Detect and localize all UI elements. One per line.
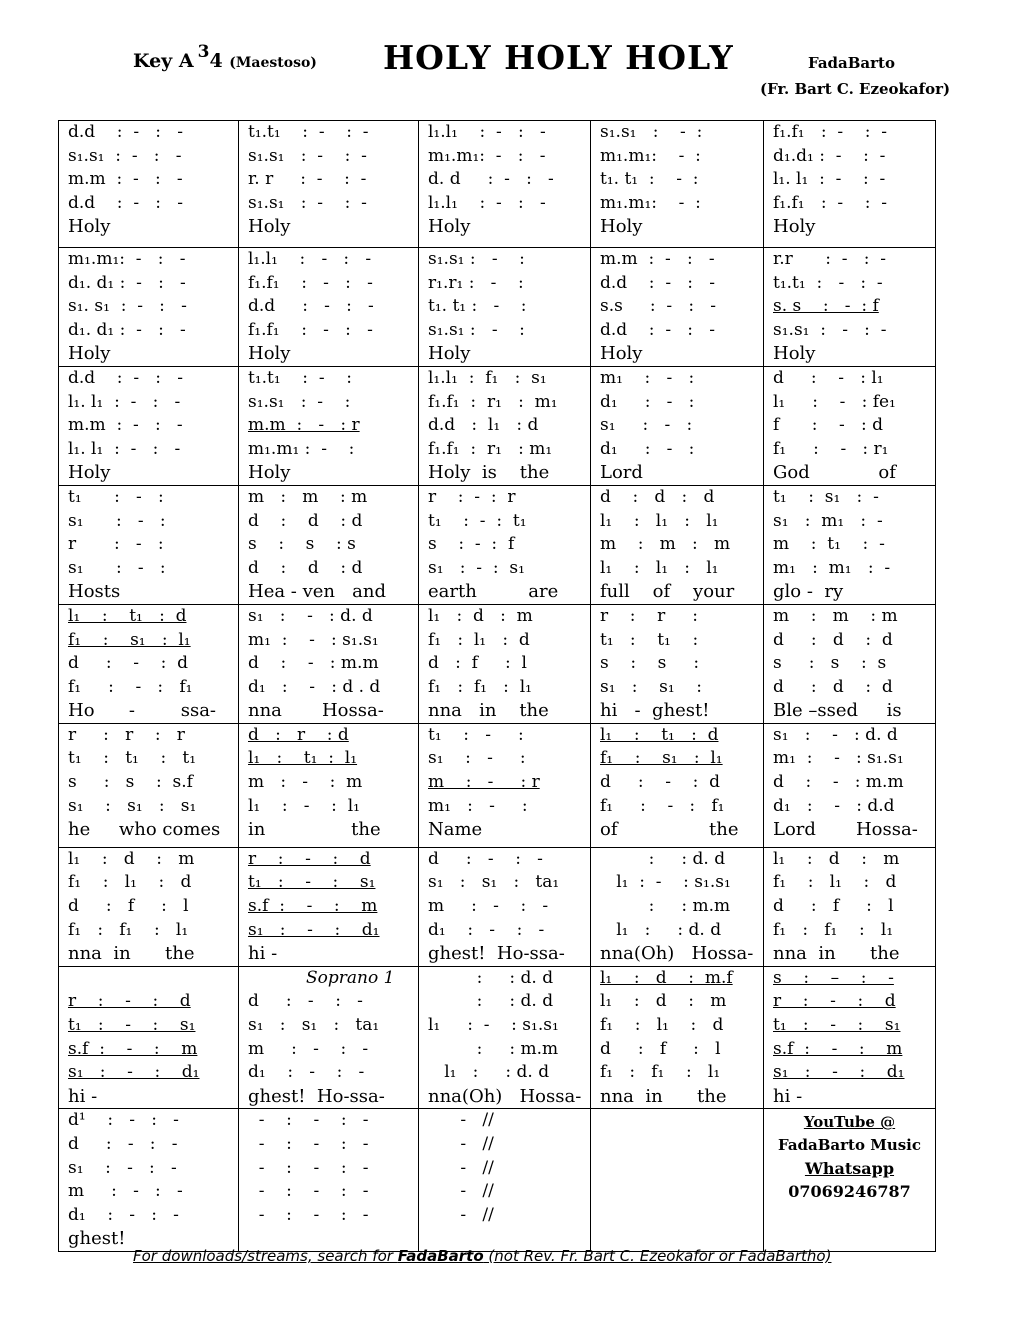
lyric-text: Holy [68,343,111,365]
measure-cell [419,847,591,966]
measure-cell [591,847,764,966]
solfa-line: r₁.r₁ : - : [428,272,524,293]
solfa-line: s₁ : s₁ : ta₁ [248,1015,380,1036]
solfa-line: f₁ : - : f₁ [600,795,725,816]
solfa-line: r : r : r [68,724,185,745]
solfa-line: d : d : d [248,557,363,578]
whatsapp-label: Whatsapp [804,1159,895,1179]
solfa-line: - // [428,1110,494,1131]
solfa-line: s₁ : - : [68,510,166,531]
measure-cell [591,604,764,723]
measure-cell [591,366,764,485]
solfa-line: t₁. t₁ : - : [600,169,699,190]
solfa-line: f₁ : l₁ : d [68,872,192,893]
solfa-line: s. s : - : f [773,296,879,317]
solfa-line: d₁.d₁ : - : - [773,145,886,166]
solfa-line: r : - : [68,534,164,555]
solfa-line: m : m : m [600,534,731,555]
measure-cell [764,1109,936,1252]
measure-cell [591,723,764,847]
solfa-line: s : – : - [773,967,894,988]
solfa-line: s.f : - : m [773,1038,903,1059]
lyric-text: nna in the [773,943,900,965]
solfa-line: d¹ : - : - [68,1110,179,1131]
solfa-line: r : - : r [428,486,516,507]
lyric-text: nna in the [68,943,195,965]
lyric-text: Lord Hossa- [773,819,918,841]
solfa-line: f₁ : f₁ : l₁ [773,919,894,940]
score-row [59,604,936,723]
solfa-line: f₁.f₁ : r₁ : m₁ [428,391,558,412]
voice-label: Soprano 1 [306,967,395,988]
solfa-line: f : - : d [773,415,884,436]
solfa-line: - : - : - [248,1204,369,1225]
solfa-line: d. d : - : - [428,169,554,190]
solfa-line: m₁ : - : s₁.s₁ [248,629,379,650]
measure-cell [239,366,419,485]
solfa-line: l₁ : : d. d [600,919,722,940]
lyric-text: Name [428,819,483,841]
solfa-line: f₁.f₁ : r₁ : m₁ [428,438,553,459]
lyric-text: nna in the [600,1085,727,1107]
solfa-line: d.d : - : - [600,319,715,340]
composer-name: FadaBarto [808,54,895,72]
solfa-line: l₁ : t₁ : d [68,605,187,626]
score-row [59,248,936,367]
measure-cell [764,121,936,248]
solfa-line: m : - : - [68,1181,183,1202]
measure-cell [419,723,591,847]
solfa-line: s₁ : - : d₁ [68,1062,200,1083]
solfa-line: r.r : - : - [773,249,886,269]
solfa-line: m₁.m₁: - : - [68,249,186,269]
solfa-line: d₁ : - : d.d [773,795,895,816]
measure-cell [764,723,936,847]
solfa-line: d : - : - [248,991,363,1012]
lyric-text: he who comes [68,819,221,841]
score-row [59,1109,936,1252]
lyric-text: full of your [600,581,735,603]
measure-cell [419,485,591,604]
solfa-line: l₁.l₁ : - : - [428,122,546,142]
solfa-line: s₁ : - : d. d [248,605,373,626]
solfa-line: d : f : l [773,896,894,917]
measure-cell [591,966,764,1109]
score-row [59,723,936,847]
solfa-line: s₁ : - : [600,415,693,436]
solfa-line: f₁ : s₁ : l₁ [68,629,191,650]
solfa-line: m₁ : - : [600,367,695,388]
solfa-line: d₁ : - : [600,391,695,412]
lyric-text: Holy [600,216,643,238]
solfa-line: s₁.s₁ : - : [600,122,703,142]
measure-cell [59,966,239,1109]
lyric-text: Ho - ssa- [68,700,217,722]
lyric-text: hi - [773,1085,803,1107]
solfa-line: : : d. d [428,991,554,1012]
solfa-line: d : - : d [68,653,189,674]
solfa-line: m₁.m₁: - : [600,145,701,166]
solfa-line: d.d : - : - [68,367,183,388]
solfa-line: m₁.m₁: - : - [428,145,546,166]
measure-cell [239,485,419,604]
solfa-line: m : m : m [248,486,368,507]
solfa-line: s₁ : s₁ : ta₁ [428,872,560,893]
lyric-text: nna(Oh) Hossa- [428,1085,582,1107]
solfa-line: m.m : - : r [248,415,360,436]
solfa-line: - // [428,1134,494,1154]
lyric-text: hi - [248,943,278,965]
solfa-line: d₁ : - : - [68,1204,179,1225]
lyric-text: Holy [428,216,471,238]
measure-cell [239,723,419,847]
solfa-line: r : - : d [68,991,191,1012]
solfa-line: m₁.m₁: - : [600,192,701,213]
lyric-text: of the [600,819,739,841]
solfa-line: d : f : l [600,1038,721,1059]
solfa-line: - // [428,1204,494,1225]
solfa-line: l₁.l₁ : - : - [428,192,546,213]
measure-cell [419,121,591,248]
lyric-text: Holy is the [428,462,550,484]
solfa-line: t₁. t₁ : - : [428,296,527,317]
measure-cell [59,604,239,723]
lyric-text: in the [248,819,381,841]
solfa-line: : : m.m [428,1038,559,1059]
solfa-line: d₁ : - : d . d [248,676,381,697]
lyric-text: ghest! Ho-ssa- [428,943,565,965]
solfa-line: l₁ : t₁ : d [600,724,719,745]
measure-cell [419,366,591,485]
solfa-line: m : - : - [248,1038,369,1059]
solfa-line: l₁ : - : fe₁ [773,391,896,412]
measure-cell [59,248,239,367]
measure-cell [764,604,936,723]
solfa-line: s₁.s₁ : - : - [773,319,887,340]
measure-cell [239,248,419,367]
solfa-line: t₁ : s₁ : - [773,486,879,507]
time-signature-top: 3 [197,42,210,62]
measure-cell [764,847,936,966]
solfa-line: d : d : d [773,629,893,650]
solfa-line: s₁.s₁ : - : [428,249,525,269]
solfa-line: s.f : - : m [248,896,378,917]
solfa-line: s₁ : - : d. d [773,724,898,745]
solfa-line: l₁ : d : m [600,991,727,1012]
solfa-line: m : t₁ : - [773,534,885,555]
solfa-line: m : m : m [773,605,898,626]
solfa-line: d : - : m.m [248,653,379,674]
measure-cell [419,604,591,723]
solfa-line: d₁ : - : - [248,1062,365,1083]
solfa-line [68,967,238,991]
solfa-line: l₁ : l₁ : l₁ [600,557,719,578]
solfa-line: s₁ : - : d₁ [248,919,380,940]
lyric-text: Hea - ven and [248,581,387,603]
lyric-text: Holy [68,216,111,238]
measure-cell [239,121,419,248]
measure-cell [59,485,239,604]
solfa-line: r : - : d [248,848,371,869]
solfa-line: s₁ : s₁ : [600,676,702,697]
solfa-line: d : d : d [773,676,893,697]
solfa-line: m : - : r [428,772,540,793]
score-row [59,966,936,1109]
solfa-line: r. r : - : - [248,169,367,190]
contact-info [764,1109,935,1203]
composer-full-name: (Fr. Bart C. Ezeokafor) [760,80,951,98]
solfa-line: d : d : d [600,486,715,507]
measure-cell [591,248,764,367]
solfa-line: s : s : s [248,534,356,555]
solfa-line: f₁ : s₁ : l₁ [600,748,723,769]
lyric-text: Holy [773,343,816,365]
solfa-line: l₁. l₁ : - : - [68,391,181,412]
solfa-line: - : - : - [248,1157,369,1178]
solfa-line: l₁ : d : m [773,848,900,869]
measure-cell [591,121,764,248]
solfa-line: d : r : d [248,724,349,745]
lyric-text: Holy [248,343,291,365]
lyric-text: hi - ghest! [600,700,710,722]
solfa-line: l₁ : d : m [428,605,533,626]
solfa-line: s₁.s₁ : - : - [68,145,182,166]
solfa-line: s.f : - : m [68,1038,198,1059]
solfa-line: s₁ : - : s₁ [428,557,525,578]
lyric-text: ghest! [68,1228,126,1250]
measure-cell [419,1109,591,1252]
youtube-label: YouTube @ [803,1113,896,1132]
solfa-line: t₁ : - : s₁ [773,1015,901,1036]
solfa-line: l₁ : t₁ : l₁ [248,748,358,769]
solfa-line: s₁ : - : [68,557,166,578]
solfa-line: l₁. l₁ : - : - [68,438,181,459]
solfa-line: d.d : - : - [248,296,374,317]
solfa-line: m₁ : - : [428,795,528,816]
lyric-text: Hosts [68,581,121,603]
solfa-line: m₁ : - : s₁.s₁ [773,748,904,769]
measure-cell [59,847,239,966]
measure-cell [764,248,936,367]
solfa-line: f₁ : f₁ : l₁ [600,1062,721,1083]
song-title: HOLY HOLY HOLY [383,38,734,77]
solfa-line: l₁ : - : s₁.s₁ [428,1015,559,1036]
solfa-line: d₁. d₁ : - : - [68,319,186,340]
measure-cell [239,847,419,966]
measure-cell [239,1109,419,1252]
solfa-line: m.m : - : - [68,415,183,436]
solfa-line: f₁ : l₁ : d [773,872,897,893]
measure-cell [59,366,239,485]
solfa-line: f₁ : l₁ : d [600,1015,724,1036]
solfa-line: d : - : l₁ [773,367,884,388]
lyric-text: God of [773,462,896,484]
solfa-line: l₁ : d : m [68,848,195,869]
solfa-line: t₁.t₁ : - : - [773,272,883,293]
footer-prefix: For downloads/streams, search for [133,1247,398,1265]
solfa-line: f₁.f₁ : - : - [773,122,888,142]
solfa-line: d₁ : - : - [428,919,545,940]
solfa-line: l₁ : - : l₁ [248,795,360,816]
lyric-text: Holy [248,216,291,238]
solfa-line: f₁ : l₁ : d [428,629,530,650]
solfa-line: d.d : - : - [68,192,183,213]
solfa-line: f₁.f₁ : - : - [773,192,888,213]
solfa-line: - : - : - [248,1134,369,1154]
lyric-text: Holy [68,462,111,484]
solfa-line: r : - : d [773,991,896,1012]
measure-cell [239,604,419,723]
solfa-line: r : r : [600,605,698,626]
solfa-line: s₁. s₁ : - : - [68,296,187,317]
solfa-line: l₁ : l₁ : l₁ [600,510,719,531]
solfa-line: f₁ : - : f₁ [68,676,193,697]
solfa-line: d : - : d [600,772,721,793]
solfa-line: s₁ : - : d₁ [773,1062,905,1083]
lyric-text: glo - ry [773,581,844,603]
measure-cell [59,1109,239,1252]
lyric-text: earth are [428,581,559,603]
solfa-line: t₁ : - : t₁ [428,510,527,531]
solfa-line: t₁ : - : [428,724,524,745]
solfa-line: l₁ : d : m.f [600,967,733,988]
solfa-line: s : s : s [773,653,887,674]
lyric-text: Holy [248,462,291,484]
solfa-line: l₁ : : d. d [428,1062,550,1083]
solfa-line: t₁ : t₁ : t₁ [68,748,197,769]
solfa-line: s₁.s₁ : - : [248,391,351,412]
tempo-marking: (Maestoso) [229,55,317,71]
solfa-line: s₁ : m₁ : - [773,510,883,531]
score-row [59,847,936,966]
solfa-line: s₁.s₁ : - : [428,319,525,340]
measure-cell [764,966,936,1109]
solfa-line: s₁.s₁ : - : - [248,145,367,166]
lyric-text: Holy [428,343,471,365]
solfa-line: m₁ : m₁ : - [773,557,891,578]
lyric-text: Ble –ssed is [773,700,902,722]
solfa-line: t₁ : - : s₁ [248,872,376,893]
lyric-text: nna in the [428,700,549,722]
solfa-line: m : - : - [428,896,549,917]
solfa-line: - // [428,1157,494,1178]
score-row [59,366,936,485]
solfa-line: : : m.m [600,896,731,917]
score-row [59,121,936,248]
key-signature [133,42,317,72]
footer-suffix: (not Rev. Fr. Bart C. Ezeokafor or FadaBartho) [483,1247,832,1265]
solfa-score-table [58,120,936,1252]
solfa-line: d : - : - [428,848,543,869]
solfa-line: d : f : l [68,896,189,917]
lyric-text: Lord [600,462,643,484]
solfa-line: f₁.f₁ : - : - [248,272,373,293]
solfa-line: d.d : l₁ : d [428,415,539,436]
solfa-line: d.d : - : - [68,122,183,142]
solfa-line: d₁. d₁ : - : - [68,272,186,293]
solfa-line: t₁.t₁ : - : [248,367,352,388]
solfa-line: t₁ : - : s₁ [68,1015,196,1036]
solfa-line: s.s : - : - [600,296,717,317]
solfa-line: t₁ : - : [68,486,164,507]
solfa-line: d : d : d [248,510,363,531]
measure-cell [59,121,239,248]
measure-cell [419,966,591,1109]
score-row [59,485,936,604]
measure-cell [419,248,591,367]
channel-name: FadaBarto Music [778,1136,921,1155]
solfa-line: d.d : - : - [600,272,715,293]
measure-cell [591,1109,764,1252]
measure-cell [764,366,936,485]
lyric-text: Holy [600,343,643,365]
solfa-line: : : d. d [600,848,726,869]
solfa-line: s : s : s.f [68,772,193,793]
solfa-line: - : - : - [248,1110,369,1131]
lyric-text: Holy [773,216,816,238]
solfa-line: - // [428,1181,494,1202]
solfa-line: f₁ : - : r₁ [773,438,889,459]
solfa-line: l₁.l₁ : - : - [248,249,372,269]
key-label: Key A [133,50,194,72]
solfa-line: l₁. l₁ : - : - [773,169,886,190]
solfa-line: m : - : m [248,772,363,793]
solfa-line: m.m : - : - [600,249,715,269]
lyric-text: hi - [68,1085,98,1107]
footer-name: FadaBarto [397,1247,484,1265]
solfa-line: f₁ : f₁ : l₁ [68,919,189,940]
solfa-line: s : - : f [428,534,515,555]
solfa-line: l₁ : - : s₁.s₁ [600,872,731,893]
lyric-text: nna Hossa- [248,700,384,722]
solfa-line: m.m : - : - [68,169,183,190]
measure-cell [764,485,936,604]
download-notice [133,1247,831,1265]
solfa-line: d : - : - [68,1134,178,1154]
solfa-line: s₁ : - : - [68,1157,177,1178]
solfa-line: d : - : m.m [773,772,904,793]
solfa-line: s₁ : - : [428,748,526,769]
phone-number: 07069246787 [788,1182,911,1202]
solfa-line: s : s : [600,653,700,674]
lyric-text: ghest! Ho-ssa- [248,1085,385,1107]
time-signature-bottom: 4 [209,50,223,72]
solfa-line: d₁ : - : [600,438,695,459]
measure-cell [239,966,419,1109]
solfa-line: l₁.l₁ : f₁ : s₁ [428,367,547,388]
solfa-line: : : d. d [428,967,554,988]
solfa-line: f₁.f₁ : - : - [248,319,373,340]
solfa-line: s₁ : s₁ : s₁ [68,795,197,816]
measure-cell [591,485,764,604]
solfa-line: m₁.m₁ : - : [248,438,355,459]
solfa-line: f₁ : f₁ : l₁ [428,676,532,697]
solfa-line: t₁.t₁ : - : - [248,122,369,142]
lyric-text: nna(Oh) Hossa- [600,943,754,965]
solfa-line: - : - : - [248,1181,369,1202]
solfa-line: t₁ : t₁ : [600,629,699,650]
solfa-line: s₁.s₁ : - : - [248,192,367,213]
measure-cell [59,723,239,847]
solfa-line: d : f : l [428,653,527,674]
